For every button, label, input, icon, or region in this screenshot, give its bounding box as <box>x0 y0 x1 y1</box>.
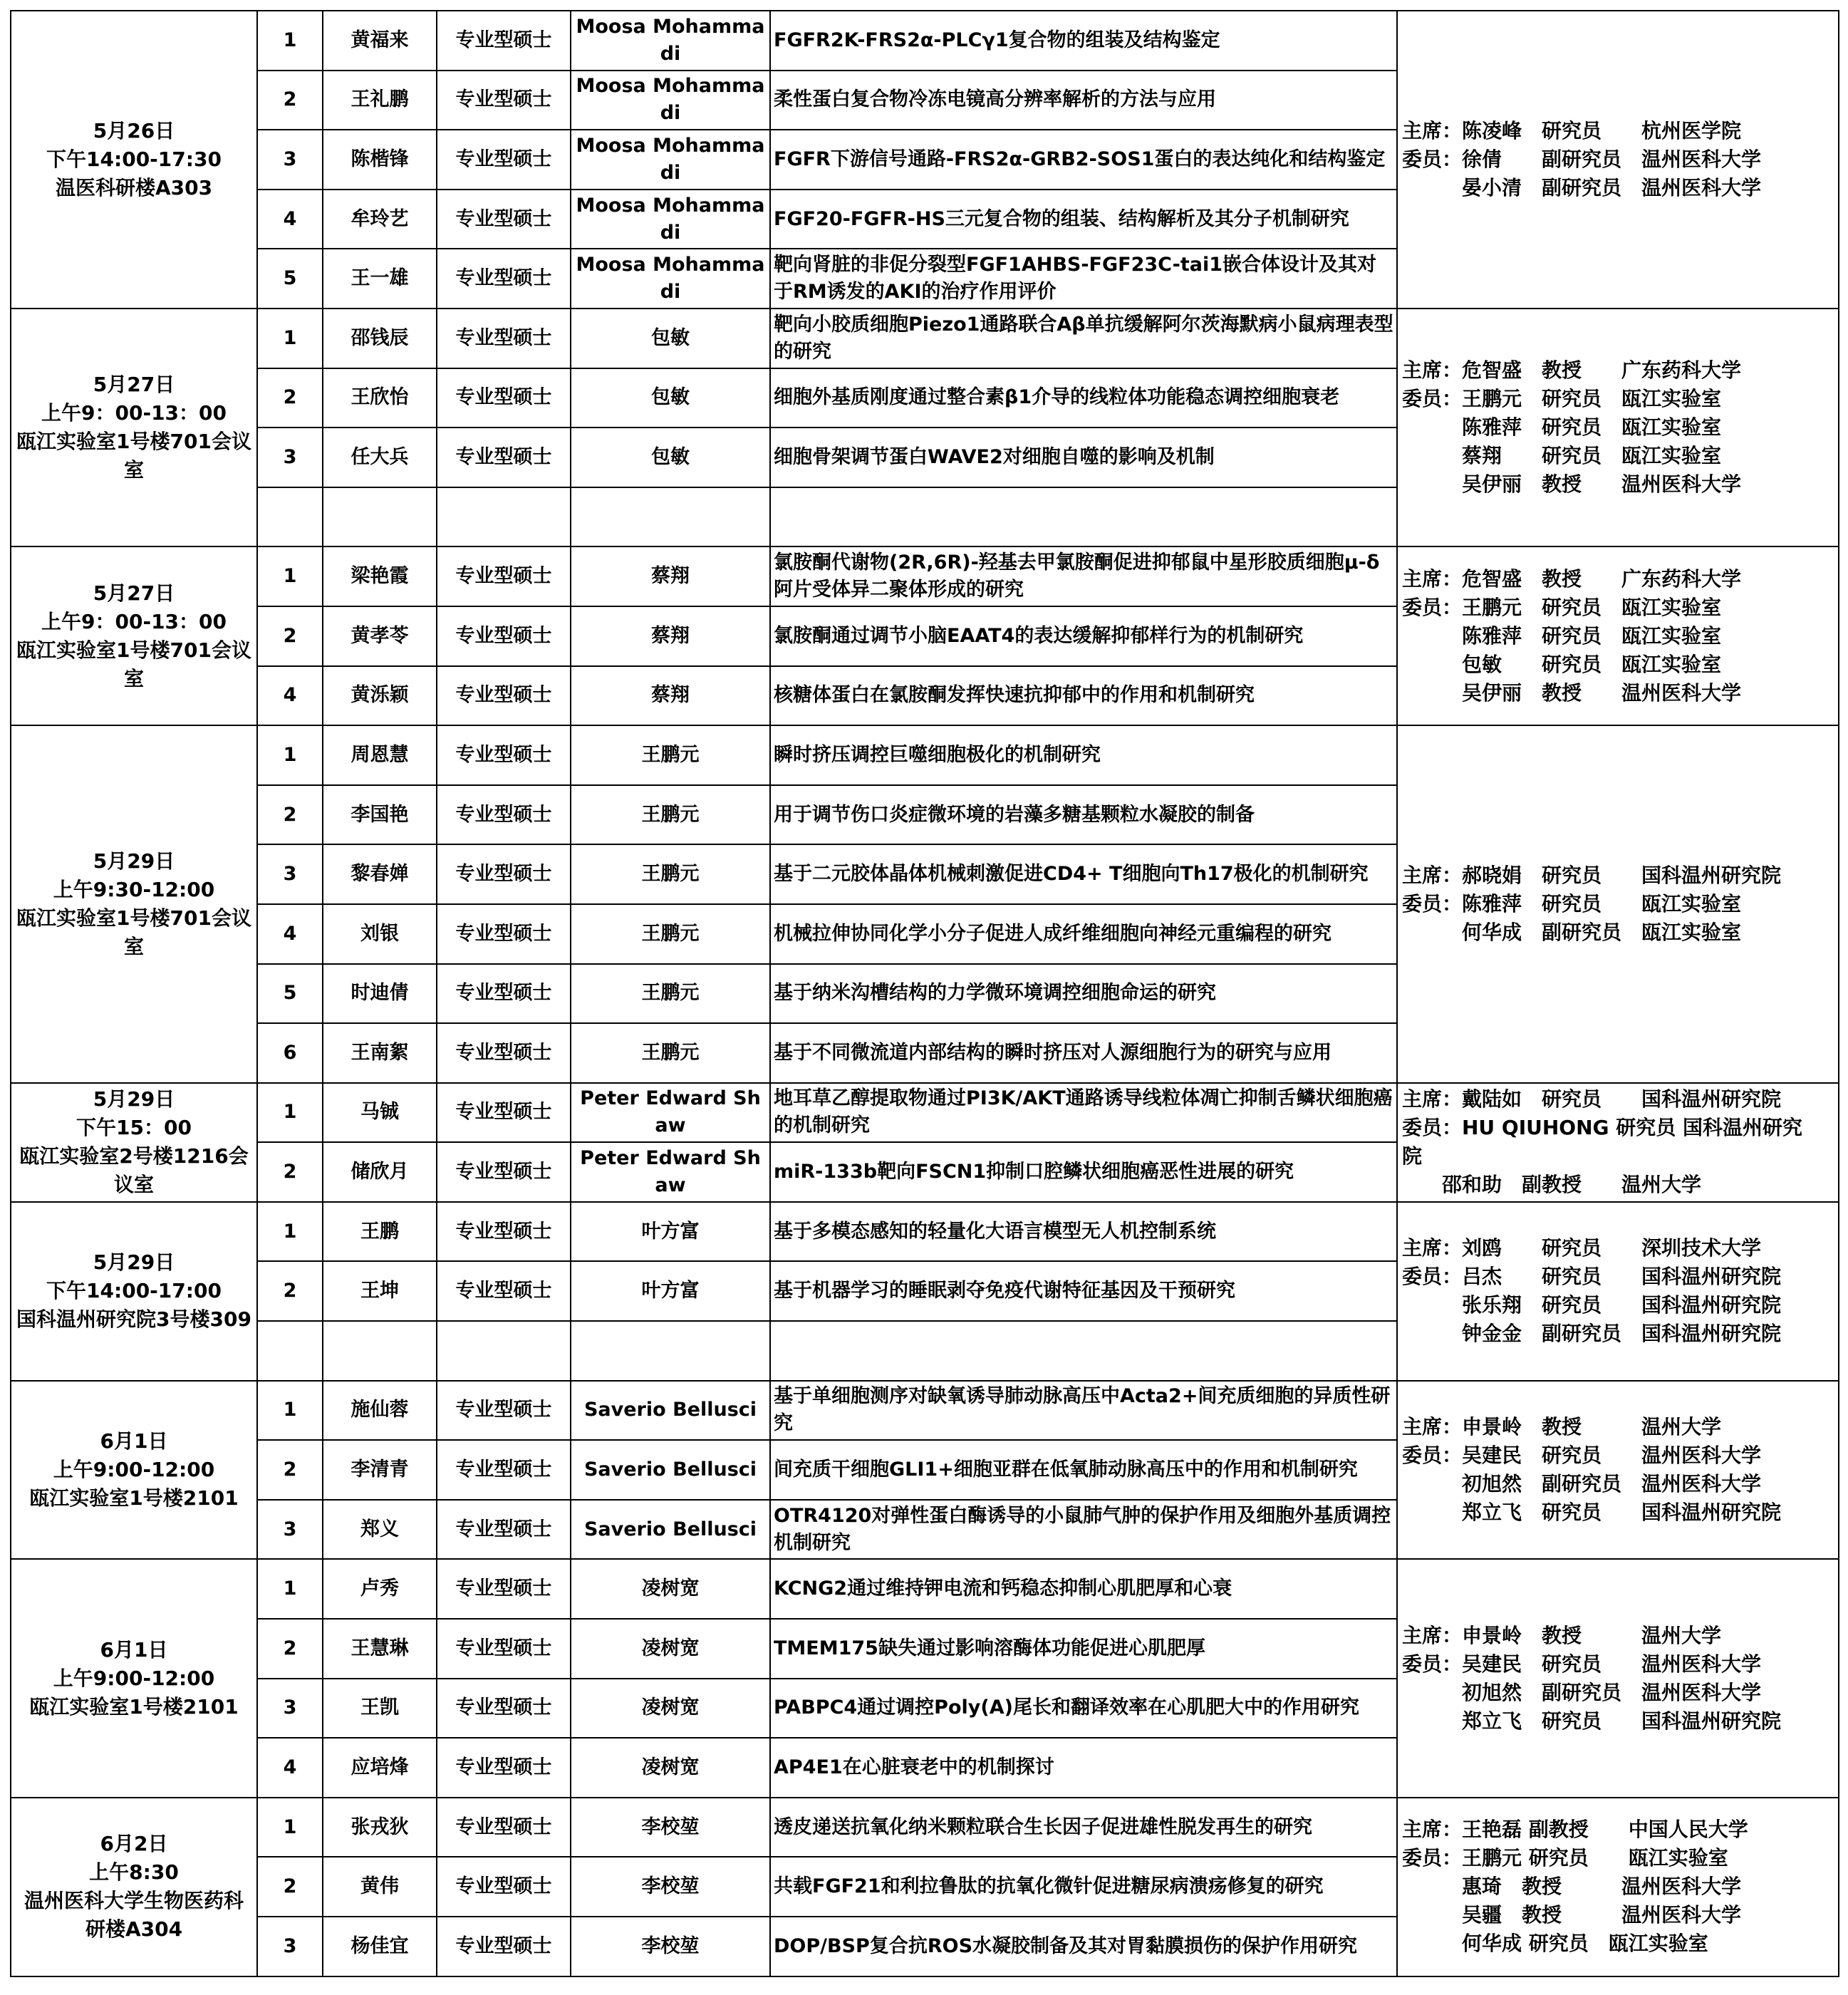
row-number: 1 <box>257 1381 323 1441</box>
schedule-line: 5月29日 <box>93 849 175 873</box>
degree-type: 专业型硕士 <box>437 844 571 904</box>
row-number: 4 <box>257 666 323 726</box>
row-number: 2 <box>257 1440 323 1500</box>
thesis-title: TMEM175缺失通过影响溶酶体功能促进心肌肥厚 <box>770 1619 1397 1679</box>
thesis-title: 透皮递送抗氧化纳米颗粒联合生长因子促进雄性脱发再生的研究 <box>770 1798 1397 1857</box>
committee-line: 郑立飞 研究员 国科温州研究院 <box>1402 1501 1782 1525</box>
committee-line: 委员：王鹏元 研究员 瓯江实验室 <box>1402 1846 1728 1870</box>
committee-cell <box>1397 1381 1839 1560</box>
committee-line: 委员：王鹏元 研究员 瓯江实验室 <box>1402 595 1722 619</box>
degree-type: 专业型硕士 <box>437 1381 571 1441</box>
row-number: 1 <box>257 1798 323 1857</box>
committee-line: 惠琦 教授 温州医科大学 <box>1402 1875 1742 1899</box>
degree-type: 专业型硕士 <box>437 428 571 487</box>
student-name: 黄伟 <box>323 1857 437 1917</box>
committee-line: 主席：王艳磊 副教授 中国人民大学 <box>1402 1818 1748 1842</box>
row-number: 1 <box>257 1083 323 1143</box>
schedule-cell <box>11 1559 257 1797</box>
row-number: 3 <box>257 1679 323 1738</box>
row-number: 1 <box>257 11 323 71</box>
row-number: 2 <box>257 606 323 666</box>
committee-line: 主席：申景岭 教授 温州大学 <box>1402 1415 1722 1439</box>
row-number: 1 <box>257 725 323 785</box>
degree-type: 专业型硕士 <box>437 546 571 606</box>
student-name: 储欣月 <box>323 1142 437 1202</box>
thesis-title: 基于机器学习的睡眠剥夺免疫代谢特征基因及干预研究 <box>770 1261 1397 1321</box>
row-number: 6 <box>257 1023 323 1083</box>
degree-type <box>437 1321 571 1381</box>
committee-line: 初旭然 副研究员 温州医科大学 <box>1402 1472 1762 1496</box>
schedule-line: 上午9:00-12:00 <box>53 1666 215 1690</box>
schedule-cell <box>11 1798 257 1976</box>
advisor-name: 王鹏元 <box>571 904 770 964</box>
row-number: 1 <box>257 309 323 368</box>
committee-line: 委员：吕杰 研究员 国科温州研究院 <box>1402 1265 1782 1289</box>
student-name: 王凯 <box>323 1679 437 1738</box>
advisor-name <box>571 487 770 547</box>
thesis-title: FGF20-FGFR-HS三元复合物的组装、结构解析及其分子机制研究 <box>770 190 1397 249</box>
degree-type: 专业型硕士 <box>437 309 571 368</box>
row-number: 3 <box>257 1917 323 1976</box>
table-row <box>11 546 1839 606</box>
student-name: 牟玲艺 <box>323 190 437 249</box>
row-number: 1 <box>257 1202 323 1262</box>
committee-line: 蔡翔 研究员 瓯江实验室 <box>1402 444 1722 468</box>
committee-line: 吴伊丽 教授 温州医科大学 <box>1402 680 1742 705</box>
schedule-line: 上午8:30 <box>89 1860 179 1885</box>
thesis-title: OTR4120对弹性蛋白酶诱导的小鼠肺气肿的保护作用及细胞外基质调控机制研究 <box>770 1500 1397 1560</box>
advisor-name: 李校堃 <box>571 1917 770 1976</box>
row-number: 1 <box>257 546 323 606</box>
degree-type: 专业型硕士 <box>437 1798 571 1857</box>
degree-type: 专业型硕士 <box>437 1202 571 1262</box>
row-number: 5 <box>257 249 323 309</box>
committee-line: 何华成 研究员 瓯江实验室 <box>1402 1932 1708 1956</box>
committee-line: 委员：HU QIUHONG 研究员 国科温州研究 <box>1402 1116 1803 1140</box>
committee-line: 主席：郝晓娟 研究员 国科温州研究院 <box>1402 863 1782 887</box>
committee-line: 何华成 副研究员 瓯江实验室 <box>1402 920 1742 944</box>
row-number: 5 <box>257 964 323 1024</box>
degree-type: 专业型硕士 <box>437 1679 571 1738</box>
advisor-name: Moosa Mohammadi <box>571 11 770 71</box>
advisor-name: 蔡翔 <box>571 606 770 666</box>
schedule-line: 上午9:00-12:00 <box>53 1458 215 1482</box>
student-name: 黄福来 <box>323 11 437 71</box>
committee-line: 主席：戴陆如 研究员 国科温州研究院 <box>1402 1087 1782 1112</box>
student-name: 张戎狄 <box>323 1798 437 1857</box>
table-row <box>11 1798 1839 1857</box>
advisor-name: 包敏 <box>571 428 770 487</box>
committee-cell <box>1397 1798 1839 1976</box>
row-number: 3 <box>257 428 323 487</box>
thesis-title: 核糖体蛋白在氯胺酮发挥快速抗抑郁中的作用和机制研究 <box>770 666 1397 726</box>
thesis-title: 地耳草乙醇提取物通过PI3K/AKT通路诱导线粒体凋亡抑制舌鳞状细胞癌的机制研究 <box>770 1083 1397 1143</box>
committee-line: 主席：申景岭 教授 温州大学 <box>1402 1623 1722 1647</box>
advisor-name: 王鹏元 <box>571 1023 770 1083</box>
advisor-name: 蔡翔 <box>571 546 770 606</box>
advisor-name: 王鹏元 <box>571 785 770 845</box>
advisor-name: Moosa Mohammadi <box>571 249 770 309</box>
degree-type: 专业型硕士 <box>437 964 571 1024</box>
degree-type: 专业型硕士 <box>437 1917 571 1976</box>
row-number: 2 <box>257 368 323 428</box>
student-name: 杨佳宜 <box>323 1917 437 1976</box>
student-name: 黎春婵 <box>323 844 437 904</box>
thesis-title: 氯胺酮代谢物(2R,6R)-羟基去甲氯胺酮促进抑郁鼠中星形胶质细胞μ-δ阿片受体异二聚体形成的研究 <box>770 546 1397 606</box>
schedule-line: 5月29日 <box>93 1087 175 1112</box>
row-number <box>257 487 323 547</box>
student-name: 李清青 <box>323 1440 437 1500</box>
row-number: 2 <box>257 785 323 845</box>
thesis-title: DOP/BSP复合抗ROS水凝胶制备及其对胃黏膜损伤的保护作用研究 <box>770 1917 1397 1976</box>
degree-type: 专业型硕士 <box>437 904 571 964</box>
thesis-title: 基于单细胞测序对缺氧诱导肺动脉高压中Acta2+间充质细胞的异质性研究 <box>770 1381 1397 1441</box>
degree-type: 专业型硕士 <box>437 1261 571 1321</box>
student-name: 王一雄 <box>323 249 437 309</box>
thesis-title: 机械拉伸协同化学小分子促进人成纤维细胞向神经元重编程的研究 <box>770 904 1397 964</box>
degree-type <box>437 487 571 547</box>
committee-cell <box>1397 1202 1839 1381</box>
schedule-line: 6月1日 <box>100 1637 168 1662</box>
degree-type: 专业型硕士 <box>437 1440 571 1500</box>
schedule-line: 瓯江实验室1号楼2101 <box>29 1694 239 1719</box>
thesis-title: 基于不同微流道内部结构的瞬时挤压对人源细胞行为的研究与应用 <box>770 1023 1397 1083</box>
student-name: 李国艳 <box>323 785 437 845</box>
student-name: 应培烽 <box>323 1738 437 1798</box>
degree-type: 专业型硕士 <box>437 1857 571 1917</box>
advisor-name: 叶方富 <box>571 1202 770 1262</box>
student-name: 王南絮 <box>323 1023 437 1083</box>
student-name: 时迪倩 <box>323 964 437 1024</box>
schedule-line: 瓯江实验室1号楼2101 <box>29 1486 239 1510</box>
committee-cell <box>1397 546 1839 725</box>
degree-type: 专业型硕士 <box>437 1738 571 1798</box>
committee-line: 委员：陈雅萍 研究员 瓯江实验室 <box>1402 891 1742 916</box>
advisor-name: 李校堃 <box>571 1857 770 1917</box>
schedule-line: 温医科研楼A303 <box>55 175 213 200</box>
schedule-line: 下午14:00-17:00 <box>46 1279 222 1303</box>
student-name: 陈楷锋 <box>323 130 437 190</box>
degree-type: 专业型硕士 <box>437 249 571 309</box>
defense-schedule-table <box>10 10 1839 1977</box>
schedule-line: 5月29日 <box>93 1250 175 1275</box>
degree-type: 专业型硕士 <box>437 368 571 428</box>
schedule-line: 上午9:30-12:00 <box>53 877 215 901</box>
advisor-name: 王鹏元 <box>571 725 770 785</box>
student-name: 邵钱辰 <box>323 309 437 368</box>
advisor-name: Moosa Mohammadi <box>571 71 770 130</box>
committee-line: 委员：吴建民 研究员 温州医科大学 <box>1402 1444 1762 1468</box>
schedule-line: 上午9：00-13：00 <box>41 401 227 425</box>
thesis-title: 共载FGF21和利拉鲁肽的抗氧化微针促进糖尿病溃疡修复的研究 <box>770 1857 1397 1917</box>
committee-line: 钟金金 副研究员 国科温州研究院 <box>1402 1322 1782 1346</box>
advisor-name: 凌树宽 <box>571 1619 770 1679</box>
row-number: 2 <box>257 1261 323 1321</box>
advisor-name: 李校堃 <box>571 1798 770 1857</box>
schedule-line: 瓯江实验室1号楼701会议室 <box>16 638 251 690</box>
schedule-line: 国科温州研究院3号楼309 <box>16 1307 251 1332</box>
committee-line: 吴疆 教授 温州医科大学 <box>1402 1903 1742 1927</box>
committee-line: 陈雅萍 研究员 瓯江实验室 <box>1402 623 1722 648</box>
degree-type: 专业型硕士 <box>437 1559 571 1619</box>
table-row <box>11 1381 1839 1441</box>
thesis-title: KCNG2通过维持钾电流和钙稳态抑制心肌肥厚和心衰 <box>770 1559 1397 1619</box>
thesis-title: 柔性蛋白复合物冷冻电镜高分辨率解析的方法与应用 <box>770 71 1397 130</box>
committee-line: 陈雅萍 研究员 瓯江实验室 <box>1402 415 1722 440</box>
schedule-cell <box>11 1083 257 1202</box>
advisor-name: 包敏 <box>571 309 770 368</box>
degree-type: 专业型硕士 <box>437 1500 571 1560</box>
thesis-title: 靶向小胶质细胞Piezo1通路联合Aβ单抗缓解阿尔茨海默病小鼠病理表型的研究 <box>770 309 1397 368</box>
thesis-title: 间充质干细胞GLI1+细胞亚群在低氧肺动脉高压中的作用和机制研究 <box>770 1440 1397 1500</box>
student-name: 马铖 <box>323 1083 437 1143</box>
advisor-name: 凌树宽 <box>571 1679 770 1738</box>
advisor-name: 王鹏元 <box>571 844 770 904</box>
degree-type: 专业型硕士 <box>437 1619 571 1679</box>
thesis-title: FGFR下游信号通路-FRS2α-GRB2-SOS1蛋白的表达纯化和结构鉴定 <box>770 130 1397 190</box>
schedule-line: 下午14:00-17:30 <box>46 147 222 171</box>
thesis-title <box>770 487 1397 547</box>
degree-type: 专业型硕士 <box>437 190 571 249</box>
advisor-name: Peter Edward Shaw <box>571 1142 770 1202</box>
table-row <box>11 1083 1839 1143</box>
schedule-line: 5月27日 <box>93 373 175 397</box>
degree-type: 专业型硕士 <box>437 11 571 71</box>
table-row <box>11 1202 1839 1262</box>
advisor-name: Moosa Mohammadi <box>571 130 770 190</box>
advisor-name: 蔡翔 <box>571 666 770 726</box>
row-number: 2 <box>257 71 323 130</box>
schedule-cell <box>11 309 257 546</box>
committee-line: 邵和助 副教授 温州大学 <box>1402 1173 1702 1197</box>
thesis-title: FGFR2K-FRS2α-PLCγ1复合物的组装及结构鉴定 <box>770 11 1397 71</box>
student-name: 黄孝苓 <box>323 606 437 666</box>
student-name: 刘银 <box>323 904 437 964</box>
student-name: 王欣怡 <box>323 368 437 428</box>
committee-line: 包敏 研究员 瓯江实验室 <box>1402 652 1722 676</box>
row-number: 4 <box>257 1738 323 1798</box>
committee-line: 郑立飞 研究员 国科温州研究院 <box>1402 1709 1782 1733</box>
student-name: 郑义 <box>323 1500 437 1560</box>
thesis-title: 用于调节伤口炎症微环境的岩藻多糖基颗粒水凝胶的制备 <box>770 785 1397 845</box>
row-number: 1 <box>257 1559 323 1619</box>
committee-cell <box>1397 1559 1839 1797</box>
schedule-cell <box>11 725 257 1083</box>
committee-line: 主席：刘鸥 研究员 深圳技术大学 <box>1402 1236 1762 1260</box>
row-number: 3 <box>257 844 323 904</box>
thesis-title: AP4E1在心脏衰老中的机制探讨 <box>770 1738 1397 1798</box>
degree-type: 专业型硕士 <box>437 71 571 130</box>
student-name: 梁艳霞 <box>323 546 437 606</box>
advisor-name: 王鹏元 <box>571 964 770 1024</box>
row-number: 3 <box>257 130 323 190</box>
thesis-title: 靶向肾脏的非促分裂型FGF1AHBS-FGF23C-tai1嵌合体设计及其对于RM诱发的AKI的治疗作用评价 <box>770 249 1397 309</box>
advisor-name: Saverio Bellusci <box>571 1500 770 1560</box>
degree-type: 专业型硕士 <box>437 1083 571 1143</box>
table-row <box>11 1559 1839 1619</box>
committee-line: 张乐翔 研究员 国科温州研究院 <box>1402 1293 1782 1317</box>
committee-line: 晏小清 副研究员 温州医科大学 <box>1402 175 1762 200</box>
committee-line: 委员：吴建民 研究员 温州医科大学 <box>1402 1652 1762 1676</box>
committee-cell <box>1397 309 1839 546</box>
committee-line: 委员：王鹏元 研究员 瓯江实验室 <box>1402 387 1722 411</box>
committee-line: 主席：危智盛 教授 广东药科大学 <box>1402 566 1742 591</box>
committee-cell <box>1397 725 1839 1083</box>
table-row <box>11 11 1839 71</box>
row-number: 4 <box>257 190 323 249</box>
schedule-line: 下午15：00 <box>76 1116 192 1140</box>
degree-type: 专业型硕士 <box>437 1142 571 1202</box>
thesis-title: 基于多模态感知的轻量化大语言模型无人机控制系统 <box>770 1202 1397 1262</box>
row-number <box>257 1321 323 1381</box>
thesis-title: 细胞外基质刚度通过整合素β1介导的线粒体功能稳态调控细胞衰老 <box>770 368 1397 428</box>
schedule-line: 6月1日 <box>100 1429 168 1454</box>
thesis-title: 细胞骨架调节蛋白WAVE2对细胞自噬的影响及机制 <box>770 428 1397 487</box>
committee-line: 院 <box>1402 1144 1423 1168</box>
schedule-line: 温州医科大学生物医药科研楼A304 <box>24 1889 244 1942</box>
schedule-line: 瓯江实验室1号楼701会议室 <box>16 906 251 958</box>
schedule-line: 上午9：00-13：00 <box>41 609 227 633</box>
committee-line: 吴伊丽 教授 温州医科大学 <box>1402 472 1742 497</box>
student-name <box>323 1321 437 1381</box>
table-row <box>11 725 1839 785</box>
schedule-cell <box>11 11 257 309</box>
committee-cell <box>1397 11 1839 309</box>
committee-cell <box>1397 1083 1839 1202</box>
thesis-title <box>770 1321 1397 1381</box>
schedule-cell <box>11 1202 257 1381</box>
row-number: 2 <box>257 1142 323 1202</box>
degree-type: 专业型硕士 <box>437 130 571 190</box>
student-name: 王礼鹏 <box>323 71 437 130</box>
row-number: 3 <box>257 1500 323 1560</box>
student-name: 卢秀 <box>323 1559 437 1619</box>
advisor-name: Peter Edward Shaw <box>571 1083 770 1143</box>
student-name <box>323 487 437 547</box>
student-name: 黄泺颖 <box>323 666 437 726</box>
schedule-cell <box>11 1381 257 1560</box>
row-number: 2 <box>257 1619 323 1679</box>
schedule-line: 5月27日 <box>93 581 175 605</box>
schedule-line: 瓯江实验室2号楼1216会议室 <box>19 1144 249 1197</box>
thesis-title: miR-133b靶向FSCN1抑制口腔鳞状细胞癌恶性进展的研究 <box>770 1142 1397 1202</box>
committee-line: 主席：危智盛 教授 广东药科大学 <box>1402 358 1742 383</box>
degree-type: 专业型硕士 <box>437 785 571 845</box>
student-name: 王坤 <box>323 1261 437 1321</box>
schedule-line: 瓯江实验室1号楼701会议室 <box>16 430 251 482</box>
advisor-name <box>571 1321 770 1381</box>
degree-type: 专业型硕士 <box>437 725 571 785</box>
student-name: 施仙蓉 <box>323 1381 437 1441</box>
advisor-name: 凌树宽 <box>571 1738 770 1798</box>
advisor-name: Saverio Bellusci <box>571 1381 770 1441</box>
student-name: 王鹏 <box>323 1202 437 1262</box>
advisor-name: 叶方富 <box>571 1261 770 1321</box>
schedule-line: 5月26日 <box>93 118 175 142</box>
thesis-title: 氯胺酮通过调节小脑EAAT4的表达缓解抑郁样行为的机制研究 <box>770 606 1397 666</box>
committee-line: 委员：徐倩 副研究员 温州医科大学 <box>1402 147 1762 171</box>
thesis-title: 基于二元胶体晶体机械刺激促进CD4+ T细胞向Th17极化的机制研究 <box>770 844 1397 904</box>
row-number: 4 <box>257 904 323 964</box>
advisor-name: Moosa Mohammadi <box>571 190 770 249</box>
committee-line: 初旭然 副研究员 温州医科大学 <box>1402 1680 1762 1704</box>
committee-line: 主席：陈凌峰 研究员 杭州医学院 <box>1402 118 1742 142</box>
advisor-name: 凌树宽 <box>571 1559 770 1619</box>
advisor-name: 包敏 <box>571 368 770 428</box>
student-name: 周恩慧 <box>323 725 437 785</box>
thesis-title: PABPC4通过调控Poly(A)尾长和翻译效率在心肌肥大中的作用研究 <box>770 1679 1397 1738</box>
student-name: 任大兵 <box>323 428 437 487</box>
degree-type: 专业型硕士 <box>437 606 571 666</box>
row-number: 2 <box>257 1857 323 1917</box>
degree-type: 专业型硕士 <box>437 666 571 726</box>
thesis-title: 瞬时挤压调控巨噬细胞极化的机制研究 <box>770 725 1397 785</box>
schedule-cell <box>11 546 257 725</box>
degree-type: 专业型硕士 <box>437 1023 571 1083</box>
student-name: 王慧琳 <box>323 1619 437 1679</box>
thesis-title: 基于纳米沟槽结构的力学微环境调控细胞命运的研究 <box>770 964 1397 1024</box>
table-row <box>11 309 1839 368</box>
schedule-line: 6月2日 <box>100 1832 168 1856</box>
advisor-name: Saverio Bellusci <box>571 1440 770 1500</box>
